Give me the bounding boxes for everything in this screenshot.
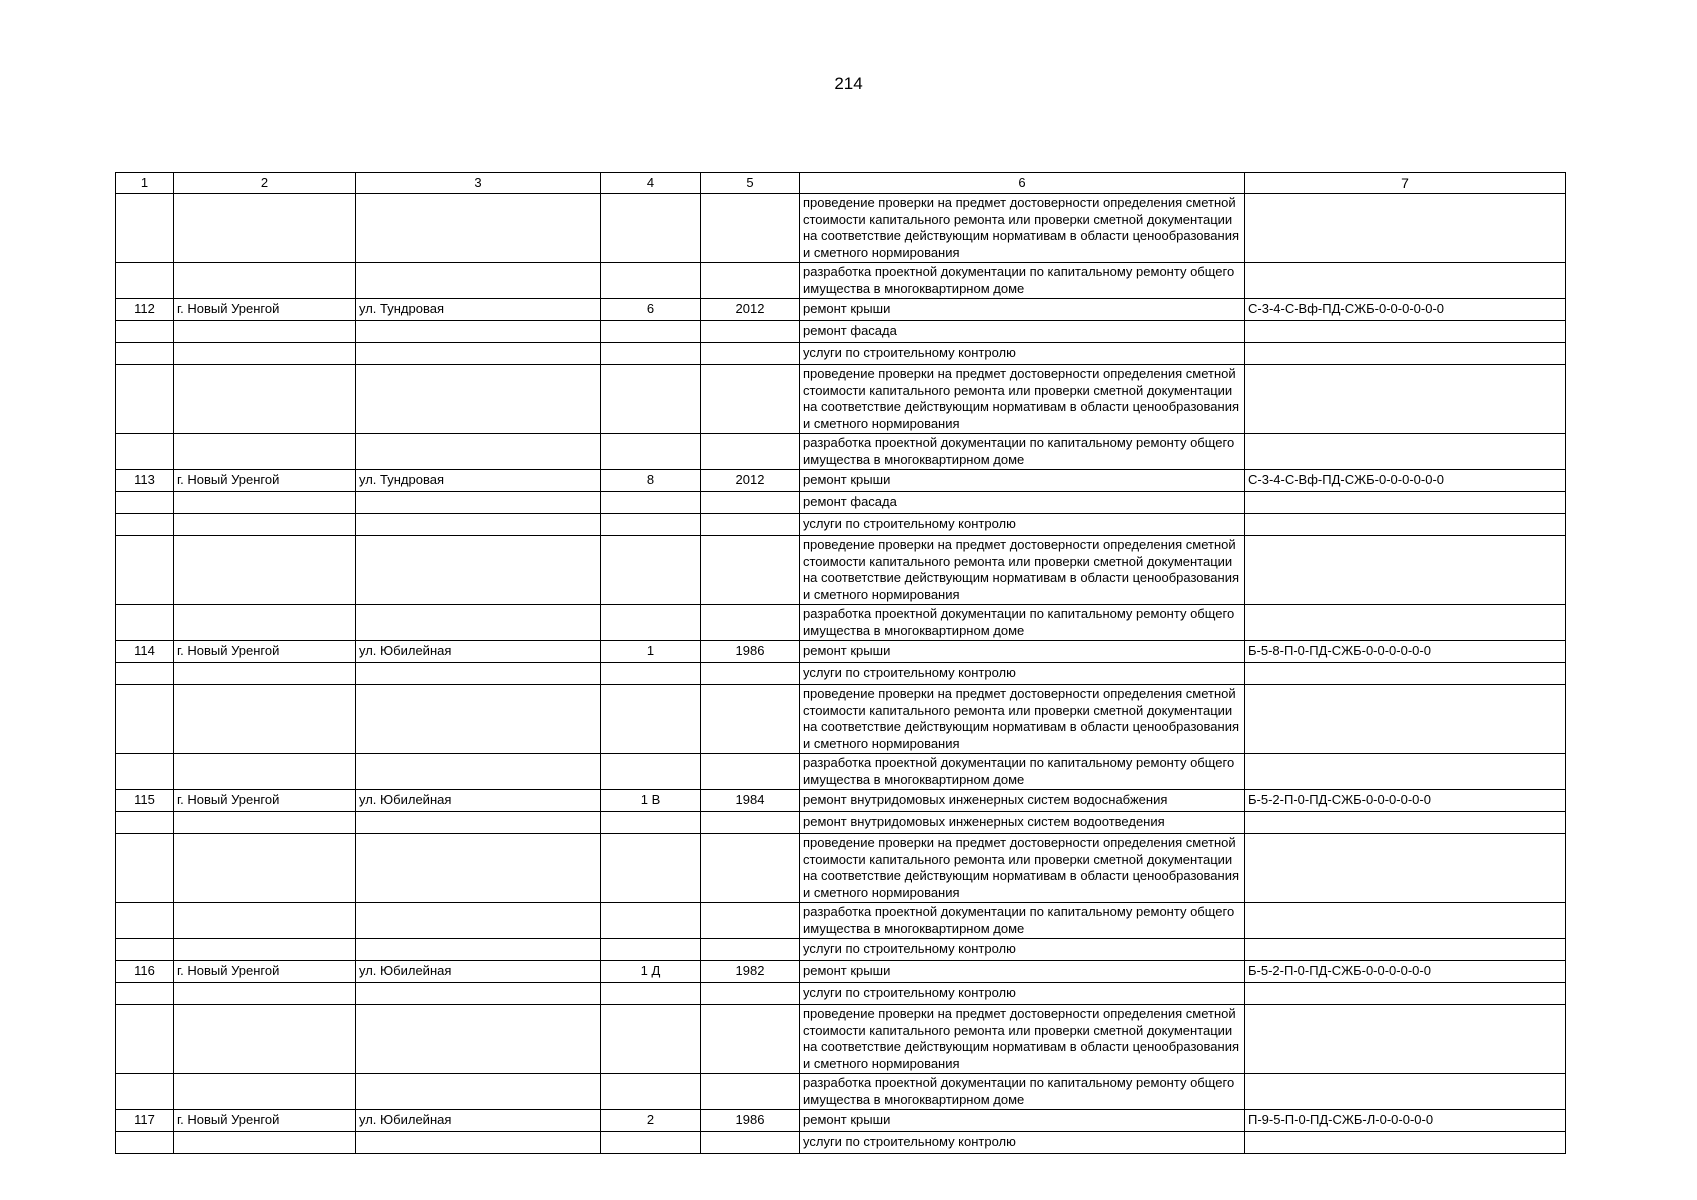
city-cell — [174, 812, 356, 834]
page-number: 214 — [834, 74, 863, 93]
house-number-cell: 6 — [601, 299, 701, 321]
table-row — [116, 343, 1566, 365]
row-number-cell — [116, 903, 174, 939]
street-cell: ул. Юбилейная — [356, 790, 601, 812]
table-row — [116, 685, 1566, 754]
build-year-cell — [701, 1074, 800, 1110]
row-number-cell — [116, 492, 174, 514]
house-number-cell — [601, 434, 701, 470]
work-type-cell: разработка проектной документации по капитальному ремонту общего имущества в многоквартирном доме — [800, 754, 1245, 790]
work-type-cell: услуги по строительному контролю — [800, 343, 1245, 365]
street-cell — [356, 321, 601, 343]
work-type-cell: услуги по строительному контролю — [800, 514, 1245, 536]
work-type-cell: разработка проектной документации по капитальному ремонту общего имущества в многоквартирном доме — [800, 605, 1245, 641]
table-row — [116, 1110, 1566, 1132]
house-number-cell — [601, 343, 701, 365]
build-year-cell — [701, 834, 800, 903]
city-cell — [174, 983, 356, 1005]
work-type-cell: услуги по строительному контролю — [800, 939, 1245, 961]
street-cell — [356, 365, 601, 434]
street-cell — [356, 1005, 601, 1074]
building-code-cell: Б-5-2-П-0-ПД-СЖБ-0-0-0-0-0-0 — [1245, 790, 1566, 812]
table-row — [116, 1005, 1566, 1074]
house-number-cell — [601, 983, 701, 1005]
building-code-cell — [1245, 343, 1566, 365]
row-number-cell — [116, 321, 174, 343]
table-row — [116, 641, 1566, 663]
build-year-cell — [701, 492, 800, 514]
house-number-cell — [601, 834, 701, 903]
city-cell — [174, 536, 356, 605]
work-type-cell: ремонт крыши — [800, 961, 1245, 983]
row-number-cell — [116, 1132, 174, 1154]
build-year-cell — [701, 514, 800, 536]
table-row — [116, 983, 1566, 1005]
building-code-cell — [1245, 1005, 1566, 1074]
building-code-cell — [1245, 321, 1566, 343]
house-number-cell — [601, 536, 701, 605]
row-number-cell — [116, 605, 174, 641]
building-code-cell — [1245, 1132, 1566, 1154]
building-code-cell — [1245, 492, 1566, 514]
work-type-cell: ремонт фасада — [800, 492, 1245, 514]
row-number-cell — [116, 536, 174, 605]
column-header-3: 3 — [356, 173, 601, 194]
street-cell — [356, 1132, 601, 1154]
house-number-cell — [601, 492, 701, 514]
building-code-cell — [1245, 754, 1566, 790]
building-code-cell — [1245, 536, 1566, 605]
building-code-cell: Б-5-8-П-0-ПД-СЖБ-0-0-0-0-0-0 — [1245, 641, 1566, 663]
street-cell — [356, 939, 601, 961]
work-type-cell: разработка проектной документации по капитальному ремонту общего имущества в многоквартирном доме — [800, 434, 1245, 470]
street-cell — [356, 834, 601, 903]
building-code-cell — [1245, 365, 1566, 434]
table-row — [116, 754, 1566, 790]
table-row — [116, 365, 1566, 434]
table-row — [116, 514, 1566, 536]
work-type-cell: услуги по строительному контролю — [800, 663, 1245, 685]
city-cell — [174, 605, 356, 641]
city-cell — [174, 321, 356, 343]
house-number-cell — [601, 194, 701, 263]
build-year-cell — [701, 685, 800, 754]
build-year-cell: 1986 — [701, 1110, 800, 1132]
build-year-cell: 1984 — [701, 790, 800, 812]
street-cell — [356, 812, 601, 834]
house-number-cell: 2 — [601, 1110, 701, 1132]
table-row — [116, 939, 1566, 961]
street-cell — [356, 263, 601, 299]
row-number-cell — [116, 983, 174, 1005]
column-header-5: 5 — [701, 173, 800, 194]
building-code-cell — [1245, 939, 1566, 961]
street-cell — [356, 663, 601, 685]
house-number-cell — [601, 321, 701, 343]
table-row — [116, 321, 1566, 343]
table-row — [116, 1074, 1566, 1110]
column-header-2: 2 — [174, 173, 356, 194]
city-cell — [174, 194, 356, 263]
street-cell: ул. Юбилейная — [356, 641, 601, 663]
city-cell — [174, 939, 356, 961]
column-header-6: 6 — [800, 173, 1245, 194]
row-number-cell — [116, 263, 174, 299]
house-number-cell: 8 — [601, 470, 701, 492]
build-year-cell — [701, 194, 800, 263]
building-code-cell — [1245, 834, 1566, 903]
city-cell — [174, 663, 356, 685]
work-type-cell: проведение проверки на предмет достоверности определения сметной стоимости капитального ремонта или проверки сметной документации на соответствие действующим нормативам в области ценообразования и сметного нормирования — [800, 834, 1245, 903]
row-number-cell — [116, 663, 174, 685]
city-cell: г. Новый Уренгой — [174, 470, 356, 492]
work-type-cell: ремонт внутридомовых инженерных систем водоснабжения — [800, 790, 1245, 812]
house-number-cell — [601, 1005, 701, 1074]
house-number-cell — [601, 605, 701, 641]
city-cell: г. Новый Уренгой — [174, 961, 356, 983]
street-cell — [356, 685, 601, 754]
build-year-cell — [701, 605, 800, 641]
city-cell — [174, 754, 356, 790]
table-row — [116, 299, 1566, 321]
house-number-cell — [601, 1074, 701, 1110]
row-number-cell: 113 — [116, 470, 174, 492]
building-code-cell: С-3-4-С-Вф-ПД-СЖБ-0-0-0-0-0-0 — [1245, 470, 1566, 492]
street-cell: ул. Юбилейная — [356, 961, 601, 983]
table-row — [116, 536, 1566, 605]
table-row — [116, 1132, 1566, 1154]
row-number-cell — [116, 685, 174, 754]
row-number-cell — [116, 1074, 174, 1110]
work-type-cell: проведение проверки на предмет достоверности определения сметной стоимости капитального ремонта или проверки сметной документации на соответствие действующим нормативам в области ценообразования и сметного нормирования — [800, 194, 1245, 263]
row-number-cell — [116, 514, 174, 536]
work-type-cell: разработка проектной документации по капитальному ремонту общего имущества в многоквартирном доме — [800, 263, 1245, 299]
work-type-cell: ремонт крыши — [800, 470, 1245, 492]
street-cell — [356, 514, 601, 536]
building-code-cell — [1245, 812, 1566, 834]
table-row — [116, 263, 1566, 299]
city-cell — [174, 1074, 356, 1110]
row-number-cell: 114 — [116, 641, 174, 663]
street-cell — [356, 1074, 601, 1110]
row-number-cell — [116, 939, 174, 961]
table-row — [116, 812, 1566, 834]
street-cell: ул. Тундровая — [356, 299, 601, 321]
table-row — [116, 434, 1566, 470]
column-header-7: 7 — [1245, 173, 1566, 194]
street-cell — [356, 343, 601, 365]
work-type-cell: разработка проектной документации по капитальному ремонту общего имущества в многоквартирном доме — [800, 903, 1245, 939]
city-cell — [174, 492, 356, 514]
build-year-cell — [701, 321, 800, 343]
city-cell: г. Новый Уренгой — [174, 790, 356, 812]
build-year-cell — [701, 812, 800, 834]
build-year-cell: 2012 — [701, 470, 800, 492]
column-number-header-row — [116, 173, 1566, 194]
city-cell: г. Новый Уренгой — [174, 1110, 356, 1132]
city-cell — [174, 434, 356, 470]
house-number-cell — [601, 365, 701, 434]
city-cell — [174, 343, 356, 365]
row-number-cell: 117 — [116, 1110, 174, 1132]
street-cell: ул. Юбилейная — [356, 1110, 601, 1132]
table-row — [116, 961, 1566, 983]
building-code-cell: С-3-4-С-Вф-ПД-СЖБ-0-0-0-0-0-0 — [1245, 299, 1566, 321]
row-number-cell — [116, 365, 174, 434]
table-row — [116, 790, 1566, 812]
city-cell: г. Новый Уренгой — [174, 641, 356, 663]
work-type-cell: ремонт крыши — [800, 641, 1245, 663]
work-type-cell: проведение проверки на предмет достоверности определения сметной стоимости капитального ремонта или проверки сметной документации на соответствие действующим нормативам в области ценообразования и сметного нормирования — [800, 536, 1245, 605]
street-cell — [356, 754, 601, 790]
row-number-cell — [116, 1005, 174, 1074]
street-cell — [356, 434, 601, 470]
city-cell — [174, 1005, 356, 1074]
building-code-cell — [1245, 685, 1566, 754]
build-year-cell: 2012 — [701, 299, 800, 321]
work-type-cell: проведение проверки на предмет достоверности определения сметной стоимости капитального ремонта или проверки сметной документации на соответствие действующим нормативам в области ценообразования и сметного нормирования — [800, 365, 1245, 434]
city-cell — [174, 903, 356, 939]
house-number-cell: 1 В — [601, 790, 701, 812]
house-number-cell — [601, 685, 701, 754]
row-number-cell — [116, 194, 174, 263]
row-number-cell — [116, 834, 174, 903]
house-number-cell — [601, 1132, 701, 1154]
table-row — [116, 470, 1566, 492]
house-number-cell — [601, 939, 701, 961]
column-header-1: 1 — [116, 173, 174, 194]
building-code-cell — [1245, 263, 1566, 299]
build-year-cell — [701, 343, 800, 365]
build-year-cell — [701, 1132, 800, 1154]
street-cell — [356, 194, 601, 263]
build-year-cell — [701, 754, 800, 790]
house-number-cell — [601, 903, 701, 939]
table-body — [116, 194, 1566, 1154]
table-row — [116, 903, 1566, 939]
work-type-cell: проведение проверки на предмет достоверности определения сметной стоимости капитального ремонта или проверки сметной документации на соответствие действующим нормативам в области ценообразования и сметного нормирования — [800, 1005, 1245, 1074]
house-number-cell — [601, 663, 701, 685]
build-year-cell — [701, 1005, 800, 1074]
build-year-cell — [701, 365, 800, 434]
house-number-cell — [601, 812, 701, 834]
building-code-cell — [1245, 434, 1566, 470]
row-number-cell: 112 — [116, 299, 174, 321]
build-year-cell: 1986 — [701, 641, 800, 663]
building-code-cell — [1245, 663, 1566, 685]
repair-program-table — [115, 172, 1566, 1154]
house-number-cell — [601, 514, 701, 536]
row-number-cell — [116, 812, 174, 834]
build-year-cell — [701, 939, 800, 961]
city-cell — [174, 514, 356, 536]
building-code-cell — [1245, 514, 1566, 536]
build-year-cell — [701, 536, 800, 605]
street-cell — [356, 492, 601, 514]
row-number-cell — [116, 434, 174, 470]
build-year-cell — [701, 434, 800, 470]
row-number-cell: 116 — [116, 961, 174, 983]
work-type-cell: разработка проектной документации по капитальному ремонту общего имущества в многоквартирном доме — [800, 1074, 1245, 1110]
work-type-cell: ремонт крыши — [800, 1110, 1245, 1132]
row-number-cell: 115 — [116, 790, 174, 812]
street-cell: ул. Тундровая — [356, 470, 601, 492]
city-cell: г. Новый Уренгой — [174, 299, 356, 321]
house-number-cell — [601, 263, 701, 299]
table-row — [116, 194, 1566, 263]
work-type-cell: ремонт внутридомовых инженерных систем водоотведения — [800, 812, 1245, 834]
street-cell — [356, 605, 601, 641]
building-code-cell: Б-5-2-П-0-ПД-СЖБ-0-0-0-0-0-0 — [1245, 961, 1566, 983]
street-cell — [356, 983, 601, 1005]
work-type-cell: ремонт крыши — [800, 299, 1245, 321]
building-code-cell — [1245, 983, 1566, 1005]
row-number-cell — [116, 754, 174, 790]
building-code-cell — [1245, 903, 1566, 939]
building-code-cell — [1245, 605, 1566, 641]
city-cell — [174, 263, 356, 299]
building-code-cell: П-9-5-П-0-ПД-СЖБ-Л-0-0-0-0-0 — [1245, 1110, 1566, 1132]
work-type-cell: ремонт фасада — [800, 321, 1245, 343]
city-cell — [174, 685, 356, 754]
street-cell — [356, 903, 601, 939]
build-year-cell — [701, 983, 800, 1005]
build-year-cell — [701, 263, 800, 299]
city-cell — [174, 365, 356, 434]
row-number-cell — [116, 343, 174, 365]
table-row — [116, 492, 1566, 514]
table-row — [116, 834, 1566, 903]
table-row — [116, 605, 1566, 641]
work-type-cell: услуги по строительному контролю — [800, 983, 1245, 1005]
house-number-cell — [601, 754, 701, 790]
building-code-cell — [1245, 1074, 1566, 1110]
street-cell — [356, 536, 601, 605]
building-code-cell — [1245, 194, 1566, 263]
city-cell — [174, 1132, 356, 1154]
build-year-cell — [701, 663, 800, 685]
table-row — [116, 663, 1566, 685]
city-cell — [174, 834, 356, 903]
build-year-cell — [701, 903, 800, 939]
house-number-cell: 1 Д — [601, 961, 701, 983]
house-number-cell: 1 — [601, 641, 701, 663]
work-type-cell: услуги по строительному контролю — [800, 1132, 1245, 1154]
column-header-4: 4 — [601, 173, 701, 194]
work-type-cell: проведение проверки на предмет достоверности определения сметной стоимости капитального ремонта или проверки сметной документации на соответствие действующим нормативам в области ценообразования и сметного нормирования — [800, 685, 1245, 754]
build-year-cell: 1982 — [701, 961, 800, 983]
